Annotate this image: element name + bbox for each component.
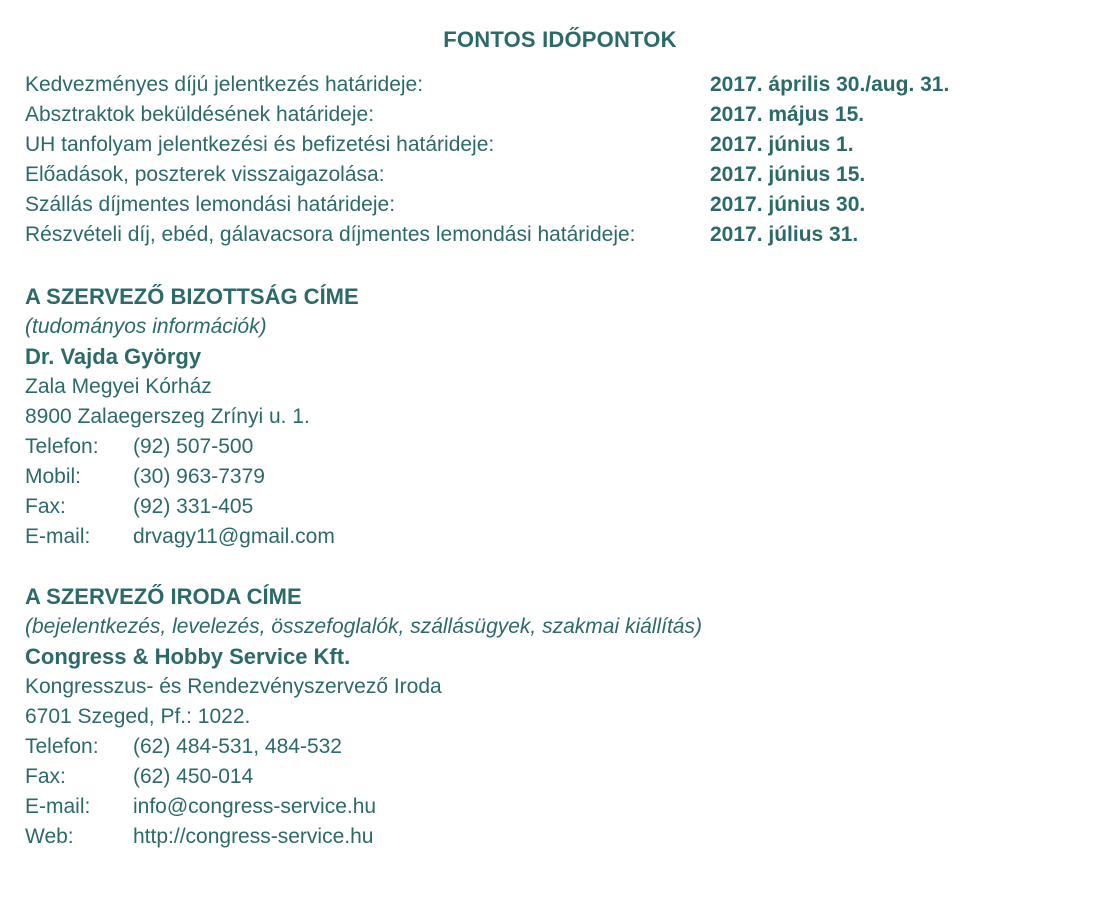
office-web-row bbox=[25, 822, 1085, 852]
office-company-name: Congress & Hobby Service Kft. bbox=[25, 644, 351, 669]
office-fax-row bbox=[25, 762, 1085, 792]
committee-heading: A SZERVEZŐ BIZOTTSÁG CÍME bbox=[25, 284, 359, 309]
office-phone-row bbox=[25, 732, 1085, 762]
committee-contact-name: Dr. Vajda György bbox=[25, 344, 202, 369]
date-label: Szállás díjmentes lemondási határideje: bbox=[25, 193, 396, 216]
contact-value: info@congress-service.hu bbox=[133, 795, 377, 818]
contact-value: (30) 963-7379 bbox=[133, 465, 265, 488]
contact-key: Fax: bbox=[25, 495, 66, 518]
contact-value: (62) 450-014 bbox=[133, 765, 254, 788]
committee-address-line: 8900 Zalaegerszeg Zrínyi u. 1. bbox=[25, 405, 310, 428]
committee-phone-row bbox=[25, 432, 1085, 462]
contact-key: E-mail: bbox=[25, 795, 91, 818]
contact-key: Telefon: bbox=[25, 435, 99, 458]
committee-section bbox=[25, 282, 1085, 552]
contact-key: Mobil: bbox=[25, 465, 82, 488]
contact-key: Fax: bbox=[25, 765, 66, 788]
date-row bbox=[25, 70, 1085, 100]
date-label: Kedvezményes díjú jelentkezés határideje: bbox=[25, 73, 424, 96]
date-row bbox=[25, 160, 1085, 190]
contact-value: drvagy11@gmail.com bbox=[133, 525, 335, 548]
committee-mobile-row bbox=[25, 462, 1085, 492]
office-address-line: Kongresszus- és Rendezvényszervező Iroda bbox=[25, 675, 442, 698]
office-subtitle: (bejelentkezés, levelezés, összefoglalók, szállásügyek, szakmai kiállítás) bbox=[25, 615, 702, 638]
date-row bbox=[25, 220, 1085, 250]
date-value: 2017. május 15. bbox=[710, 103, 865, 126]
date-value: 2017. június 30. bbox=[710, 193, 866, 216]
date-label: Részvételi díj, ebéd, gálavacsora díjmentes lemondási határideje: bbox=[25, 223, 636, 246]
office-heading: A SZERVEZŐ IRODA CÍME bbox=[25, 584, 302, 609]
office-email-row bbox=[25, 792, 1085, 822]
office-address-line: 6701 Szeged, Pf.: 1022. bbox=[25, 705, 251, 728]
contact-value: (92) 507-500 bbox=[133, 435, 254, 458]
date-label: Absztraktok beküldésének határideje: bbox=[25, 103, 375, 126]
date-row bbox=[25, 130, 1085, 160]
contact-key: Telefon: bbox=[25, 735, 99, 758]
date-value: 2017. június 15. bbox=[710, 163, 866, 186]
date-label: Előadások, poszterek visszaigazolása: bbox=[25, 163, 385, 186]
committee-email-row bbox=[25, 522, 1085, 552]
committee-address-line: Zala Megyei Kórház bbox=[25, 375, 212, 398]
date-value: 2017. április 30./aug. 31. bbox=[710, 73, 950, 96]
contact-value: http://congress-service.hu bbox=[133, 825, 374, 848]
contact-value: (92) 331-405 bbox=[133, 495, 254, 518]
contact-key: E-mail: bbox=[25, 525, 91, 548]
office-section bbox=[25, 582, 1085, 852]
date-label: UH tanfolyam jelentkezési és befizetési határideje: bbox=[25, 133, 495, 156]
date-row bbox=[25, 190, 1085, 220]
date-row bbox=[25, 100, 1085, 130]
committee-fax-row bbox=[25, 492, 1085, 522]
date-value: 2017. július 31. bbox=[710, 223, 859, 246]
committee-subtitle: (tudományos információk) bbox=[25, 315, 267, 338]
page-title: FONTOS IDŐPONTOK bbox=[443, 27, 677, 52]
important-dates-list bbox=[25, 70, 1085, 250]
contact-key: Web: bbox=[25, 825, 74, 848]
date-value: 2017. június 1. bbox=[710, 133, 854, 156]
contact-value: (62) 484-531, 484-532 bbox=[133, 735, 342, 758]
